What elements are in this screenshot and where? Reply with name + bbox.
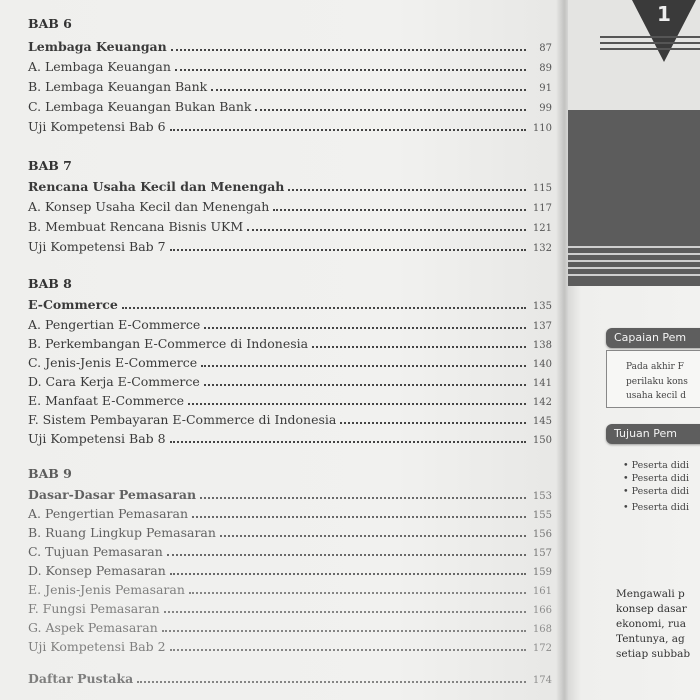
toc-entry-page: 155 bbox=[532, 510, 552, 521]
dot-leader bbox=[137, 681, 526, 683]
dot-leader bbox=[170, 441, 526, 443]
toc-entry-title: B. Lembaga Keuangan Bank bbox=[28, 79, 208, 94]
bullet-text: Peserta didi bbox=[631, 460, 689, 471]
paragraph-line: Mengawali p bbox=[616, 588, 685, 600]
toc-entry-page: 159 bbox=[532, 567, 552, 578]
dot-leader bbox=[171, 49, 526, 51]
dot-leader bbox=[220, 535, 526, 537]
toc-entry-title: C. Tujuan Pemasaran bbox=[28, 544, 163, 559]
dot-leader bbox=[211, 89, 526, 91]
dot-leader bbox=[122, 307, 526, 309]
toc-entry[interactable] bbox=[28, 176, 552, 194]
dot-leader bbox=[162, 630, 526, 632]
toc-entry[interactable] bbox=[28, 36, 552, 54]
toc-entry-title: F. Fungsi Pemasaran bbox=[28, 601, 160, 616]
toc-entry[interactable] bbox=[28, 196, 552, 214]
toc-entry[interactable] bbox=[28, 96, 552, 114]
dot-leader bbox=[255, 109, 526, 111]
toc-entry-page: 166 bbox=[532, 605, 552, 616]
toc-entry-title: D. Konsep Pemasaran bbox=[28, 563, 166, 578]
dot-leader bbox=[204, 327, 526, 329]
toc-entry[interactable] bbox=[28, 333, 552, 351]
toc-entry-page: 145 bbox=[532, 416, 552, 427]
dot-leader bbox=[340, 422, 526, 424]
toc-entry[interactable] bbox=[28, 294, 552, 312]
toc-entry-page: 117 bbox=[532, 203, 552, 214]
toc-entry[interactable] bbox=[28, 428, 552, 446]
dot-leader bbox=[170, 249, 526, 251]
toc-entry[interactable] bbox=[28, 236, 552, 254]
bullet-item: • Peserta didi bbox=[623, 460, 689, 471]
toc-entry[interactable] bbox=[28, 484, 552, 502]
toc-entry[interactable] bbox=[28, 409, 552, 427]
dot-leader bbox=[189, 592, 526, 594]
toc-entry-page: 121 bbox=[532, 223, 552, 234]
toc-entry[interactable] bbox=[28, 579, 552, 597]
toc-entry-title: A. Lembaga Keuangan bbox=[28, 59, 171, 74]
toc-entry[interactable] bbox=[28, 352, 552, 370]
toc-entry-title: E. Manfaat E-Commerce bbox=[28, 393, 185, 408]
tujuan-label: Tujuan Pem bbox=[606, 424, 700, 444]
capaian-label: Capaian Pem bbox=[606, 328, 700, 348]
toc-entry-page: 91 bbox=[539, 83, 552, 94]
toc-entry-title: Dasar-Dasar Pemasaran bbox=[28, 487, 197, 502]
dot-leader bbox=[200, 497, 526, 499]
toc-entry-page: 172 bbox=[532, 643, 552, 654]
toc-entry[interactable] bbox=[28, 503, 552, 521]
toc-entry-page: 150 bbox=[532, 435, 552, 446]
toc-entry-title: B. Ruang Lingkup Pemasaran bbox=[28, 525, 216, 540]
toc-entry-title: G. Aspek Pemasaran bbox=[28, 620, 158, 635]
capaian-text-line: usaha kecil d bbox=[626, 391, 687, 401]
dot-leader bbox=[164, 611, 526, 613]
dot-leader bbox=[188, 403, 526, 405]
paragraph-line: ekonomi, rua bbox=[616, 618, 687, 630]
toc-entry-page: 157 bbox=[532, 548, 552, 559]
toc-entry-page: 161 bbox=[532, 586, 552, 597]
toc-entry-title: Uji Kompetensi Bab 7 bbox=[28, 239, 166, 254]
dot-leader bbox=[192, 516, 526, 518]
toc-entry-title: A. Pengertian Pemasaran bbox=[28, 506, 189, 521]
dot-leader bbox=[247, 229, 526, 231]
dot-leader bbox=[170, 573, 526, 575]
toc-entry-title: A. Konsep Usaha Kecil dan Menengah bbox=[28, 199, 270, 214]
toc-entry[interactable] bbox=[28, 76, 552, 94]
dot-leader bbox=[312, 346, 526, 348]
toc-entry[interactable] bbox=[28, 116, 552, 134]
toc-entry-page: 87 bbox=[539, 43, 552, 54]
toc-entry[interactable] bbox=[28, 541, 552, 559]
toc-entry-page: 89 bbox=[539, 63, 552, 74]
toc-entry-page: 141 bbox=[532, 378, 552, 389]
toc-entry-page: 138 bbox=[532, 340, 552, 351]
bullet-item: • Peserta didi bbox=[623, 486, 689, 497]
toc-entry[interactable] bbox=[28, 617, 552, 635]
toc-entry-title: B. Membuat Rencana Bisnis UKM bbox=[28, 219, 244, 234]
toc-entry-title: Rencana Usaha Kecil dan Menengah bbox=[28, 179, 285, 194]
chapter-heading-bab7: BAB 7 bbox=[28, 158, 72, 173]
dot-leader bbox=[167, 554, 526, 556]
dot-leader bbox=[288, 189, 526, 191]
toc-entry-title: D. Cara Kerja E-Commerce bbox=[28, 374, 200, 389]
toc-entry-title: E. Jenis-Jenis Pemasaran bbox=[28, 582, 185, 597]
toc-entry-title: B. Perkembangan E-Commerce di Indonesia bbox=[28, 336, 309, 351]
toc-entry-title: Daftar Pustaka bbox=[28, 671, 134, 686]
chapter-number: 1 bbox=[657, 2, 671, 26]
toc-entry[interactable] bbox=[28, 314, 552, 332]
bullet-item: • Peserta didi bbox=[623, 502, 689, 513]
toc-entry[interactable] bbox=[28, 522, 552, 540]
toc-entry-title: Uji Kompetensi Bab 2 bbox=[28, 639, 166, 654]
toc-entry-page: 142 bbox=[532, 397, 552, 408]
toc-entry-page: 153 bbox=[532, 491, 552, 502]
toc-entry-page: 110 bbox=[532, 123, 552, 134]
bullet-text: Peserta didi bbox=[631, 473, 689, 484]
toc-entry[interactable] bbox=[28, 216, 552, 234]
toc-entry[interactable] bbox=[28, 636, 552, 654]
paragraph-line: Tentunya, ag bbox=[616, 633, 685, 645]
toc-entry-title: E-Commerce bbox=[28, 297, 118, 312]
toc-entry-page: 99 bbox=[539, 103, 552, 114]
toc-entry-daftar-pustaka[interactable] bbox=[28, 668, 552, 686]
chapter-heading-bab6: BAB 6 bbox=[28, 16, 72, 31]
toc-entry-page: 135 bbox=[532, 301, 552, 312]
bullet-item: • Peserta didi bbox=[623, 473, 689, 484]
dot-leader bbox=[170, 649, 526, 651]
toc-entry-page: 132 bbox=[532, 243, 552, 254]
toc-entry-page: 137 bbox=[532, 321, 552, 332]
decorative-stripes bbox=[568, 246, 700, 281]
toc-entry-title: Uji Kompetensi Bab 8 bbox=[28, 431, 166, 446]
dot-leader bbox=[170, 129, 526, 131]
toc-entry-title: C. Jenis-Jenis E-Commerce bbox=[28, 355, 198, 370]
toc-entry-title: Lembaga Keuangan bbox=[28, 39, 167, 54]
toc-entry-page: 140 bbox=[532, 359, 552, 370]
right-page bbox=[568, 0, 700, 700]
capaian-text-line: perilaku kons bbox=[626, 377, 688, 387]
dot-leader bbox=[204, 384, 526, 386]
chapter-heading-bab9: BAB 9 bbox=[28, 466, 72, 481]
toc-entry[interactable] bbox=[28, 390, 552, 408]
chapter-heading-bab8: BAB 8 bbox=[28, 276, 72, 291]
dot-leader bbox=[175, 69, 526, 71]
capaian-text-line: Pada akhir F bbox=[626, 362, 684, 372]
bullet-text: Peserta didi bbox=[631, 486, 689, 497]
paragraph-line: setiap subbab bbox=[616, 648, 691, 660]
toc-entry[interactable] bbox=[28, 371, 552, 389]
toc-entry[interactable] bbox=[28, 598, 552, 616]
toc-entry-page: 156 bbox=[532, 529, 552, 540]
dot-leader bbox=[273, 209, 526, 211]
toc-entry[interactable] bbox=[28, 560, 552, 578]
toc-entry-page: 115 bbox=[532, 183, 552, 194]
dot-leader bbox=[201, 365, 526, 367]
toc-entry[interactable] bbox=[28, 56, 552, 74]
bullet-text: Peserta didi bbox=[631, 502, 689, 513]
toc-entry-title: C. Lembaga Keuangan Bukan Bank bbox=[28, 99, 252, 114]
toc-entry-title: F. Sistem Pembayaran E-Commerce di Indonesia bbox=[28, 412, 337, 427]
toc-entry-page: 168 bbox=[532, 624, 552, 635]
decorative-stripes bbox=[600, 36, 700, 54]
toc-entry-title: A. Pengertian E-Commerce bbox=[28, 317, 201, 332]
paragraph-line: konsep dasar bbox=[616, 603, 687, 615]
toc-entry-page: 174 bbox=[532, 675, 552, 686]
toc-entry-title: Uji Kompetensi Bab 6 bbox=[28, 119, 166, 134]
